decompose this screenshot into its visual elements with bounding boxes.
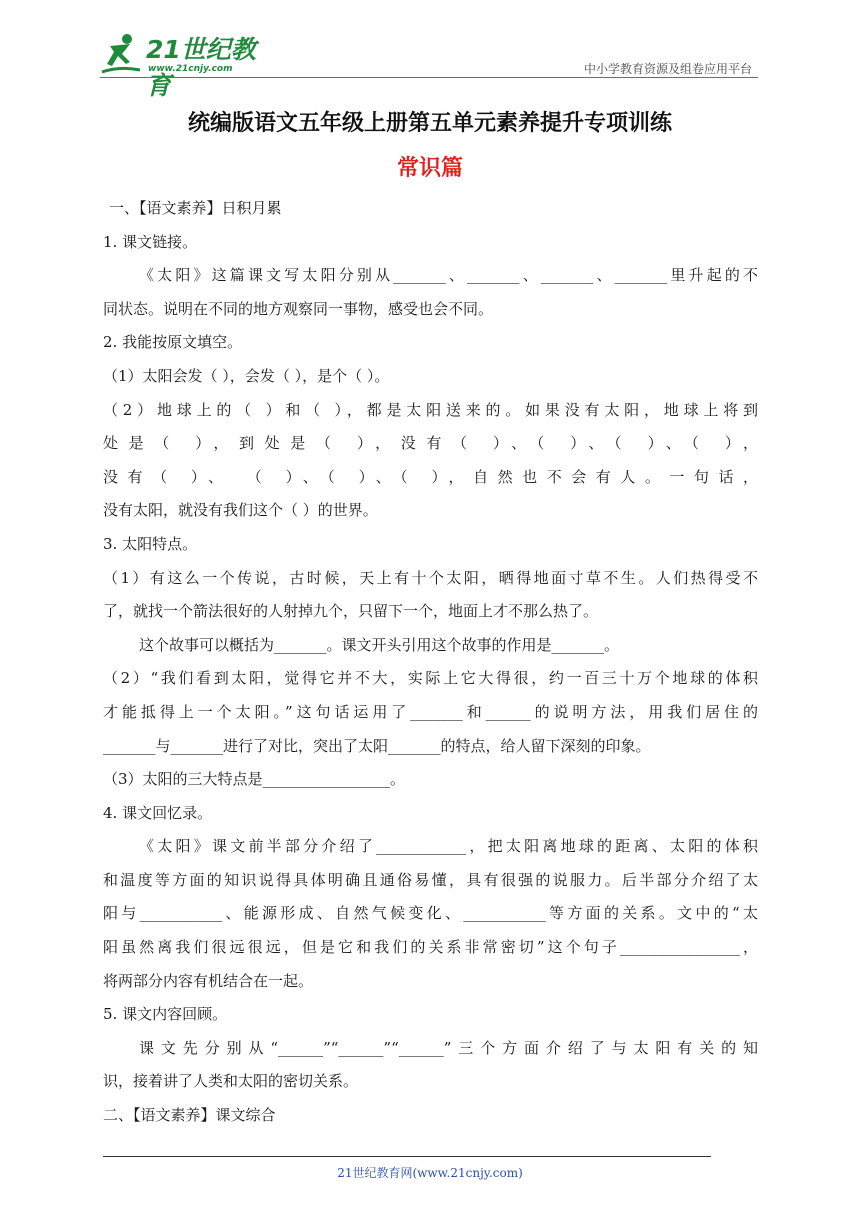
text-line: 了，就找一个箭法很好的人射掉九个，只留下一个，地面上才不那么热了。 [103, 602, 599, 621]
text-line: 1. 课文链接。 [103, 232, 198, 251]
page-footer[interactable]: 21世纪教育网(www.21cnjy.com) [337, 1166, 523, 1180]
text-line: 没有（ ）、 （ ）、（ ）、（ ），自然也不会有人。一句话， [103, 467, 758, 486]
page-subtitle: 常识篇 [396, 156, 463, 181]
page-title: 统编版语文五年级上册第五单元素养提升专项训练 [187, 111, 672, 136]
text-line: （2）地球上的（ ）和（ ），都是太阳送来的。如果没有太阳，地球上将到 [103, 400, 758, 419]
text-line: 阳虽然离我们很远很远，但是它和我们的关系非常密切”这个句子________________， [103, 938, 758, 957]
header-divider [100, 77, 758, 78]
text-line: 将两部分内容有机结合在一起。 [103, 971, 314, 990]
logo-text: 21世纪教育 [146, 35, 256, 100]
text-line: 3. 太阳特点。 [103, 534, 198, 553]
text-line: 一、【语文素养】日积月累 [109, 199, 282, 217]
text-line: 二、【语文素养】课文综合 [103, 1106, 276, 1125]
text-line: 处是（ ），到处是（ ），没有（ ）、（ ）、（ ）、（ ）， [103, 434, 758, 453]
text-line: 没有太阳，就没有我们这个（ ）的世界。 [103, 501, 378, 520]
text-line: _______与_______进行了对比，突出了太阳_______的特点，给人留下深刻的印象。 [103, 736, 651, 755]
text-line: （1）有这么一个传说，古时候，天上有十个太阳，晒得地面寸草不生。人们热得受不 [103, 568, 758, 587]
text-line: 阳与___________、能源形成、自然气候变化、___________等方面的关系。文中的“太 [103, 904, 758, 923]
text-line: 和温度等方面的知识说得具体明确且通俗易懂，具有很强的说服力。后半部分介绍了太 [103, 870, 758, 889]
text-line: 识，接着讲了人类和太阳的密切关系。 [103, 1072, 359, 1091]
text-line: 5. 课文内容回顾。 [103, 1005, 228, 1024]
text-line: 《太阳》这篇课文写太阳分别从_______、_______、_______、_______里升起的不 [139, 266, 758, 285]
text-line: 这个故事可以概括为_______。课文开头引用这个故事的作用是_______。 [139, 635, 620, 654]
text-line: （2）“我们看到太阳，觉得它并不大，实际上它大得很，约一百三十万个地球的体积 [103, 669, 758, 688]
text-line: （3）太阳的三大特点是_________________。 [103, 770, 406, 789]
worksheet-body [103, 192, 758, 1133]
logo-url: www.21cnjy.com [148, 64, 233, 74]
runner-logo-icon [100, 32, 142, 76]
text-line: 同状态。说明在不同的地方观察同一事物，感受也会不同。 [103, 299, 494, 318]
footer-divider [103, 1156, 711, 1157]
platform-name: 中小学教育资源及组卷应用平台 [583, 62, 752, 76]
page-header [0, 0, 860, 100]
text-line: 2. 我能按原文填空。 [103, 333, 243, 352]
site-logo[interactable] [100, 30, 270, 100]
text-line: （1）太阳会发（ ），会发（ ），是个（ ）。 [103, 366, 390, 385]
text-line: 《太阳》课文前半部分介绍了____________，把太阳离地球的距离、太阳的体积 [139, 837, 758, 856]
text-line: 4. 课文回忆录。 [103, 803, 213, 822]
text-line: 才能抵得上一个太阳。”这句话运用了_______和______的说明方法，用我们居住的 [103, 702, 758, 721]
text-line: 课文先分别从“______”“______”“______”三个方面介绍了与太阳有关的知 [139, 1038, 758, 1057]
